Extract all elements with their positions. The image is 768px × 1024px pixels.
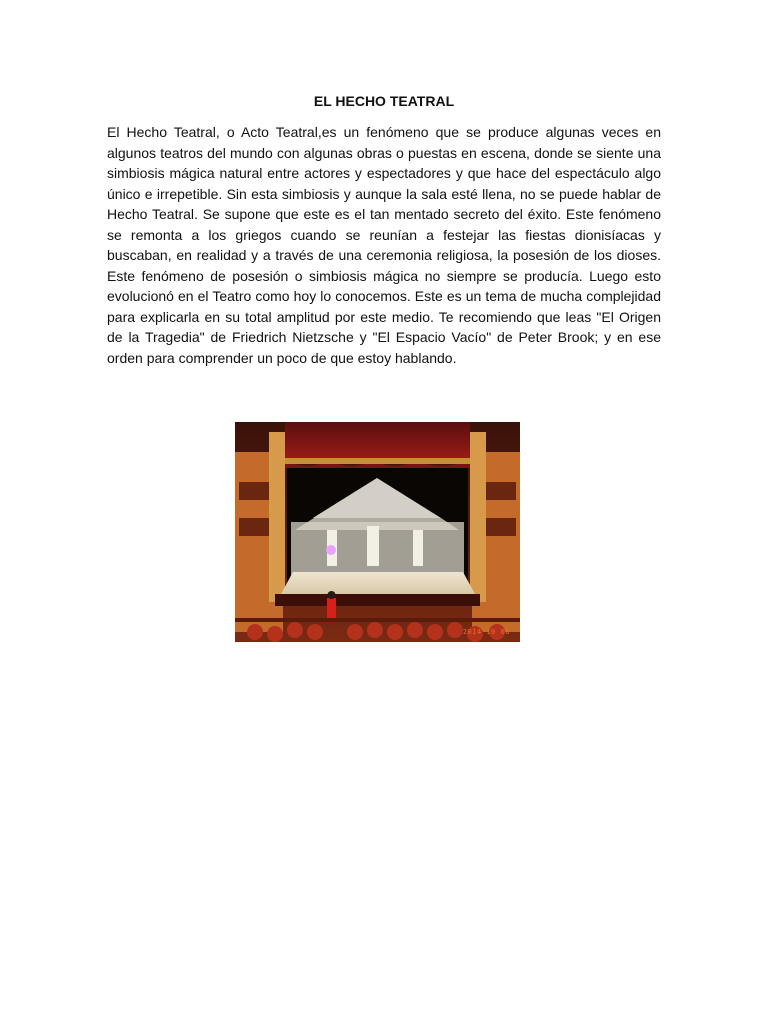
photo-date-stamp: 2014 10 08: [462, 628, 510, 636]
document-title: EL HECHO TEATRAL: [313, 93, 455, 109]
body-paragraph: El Hecho Teatral, o Acto Teatral,es un fenómeno que se produce algunas veces en algunos teatros del mundo con algunas obras o puestas en escena, donde se siente una simbiosis mágica natural entre actores y espectadores y que hace del espectáculo algo único e irrepetible. Sin esta simbiosis y aunque la sala esté llena, no se puede hablar de Hecho Teatral. Se supone que este es el tan mentado secreto del éxito. Este fenómeno se remonta a los griegos cuando se reunían a festejar las fiestas dionisíacas y buscaban, en realidad y a través de una ceremonia religiosa, la posesión de los dioses. Este fenómeno de posesión o simbiosis mágica no siempre se producía. Luego esto evolucionó en el Teatro como hoy lo conocemos. Este es un tema de mucha complejidad para explicarla en su total amplitud por este medio. Te recomiendo que leas "El Origen de la Tragedia" de Friedrich Nietzsche y "El Espacio Vacío" de Peter Brook; y en ese orden para comprender un poco de que estoy hablando.: [107, 124, 661, 366]
theater-illustration: [235, 422, 520, 642]
theater-stage-photo: [235, 422, 520, 642]
